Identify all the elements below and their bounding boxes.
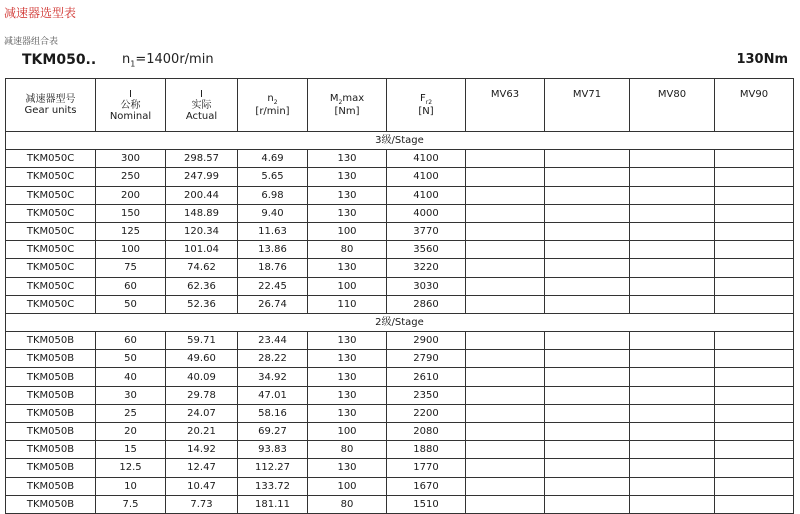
table-row [6, 459, 794, 477]
output-speed-cell: 58.16 [238, 404, 308, 422]
motor-fit-cell [466, 241, 545, 259]
actual-ratio-cell: 62.36 [166, 277, 238, 295]
motor-fit-cell [466, 222, 545, 240]
nominal-ratio-cell: 25 [96, 404, 166, 422]
motor-fit-cell [545, 295, 630, 313]
max-torque-cell: 130 [308, 386, 387, 404]
radial-load-cell: 2900 [387, 332, 466, 350]
motor-fit-cell [630, 368, 715, 386]
motor-fit-cell [715, 150, 794, 168]
motor-fit-cell [545, 404, 630, 422]
header-nominal-cn: 公称 [120, 99, 141, 111]
radial-load-cell: 1880 [387, 441, 466, 459]
motor-fit-cell [545, 368, 630, 386]
motor-fit-cell [545, 204, 630, 222]
m2-subscript: 2 [338, 98, 343, 106]
motor-fit-cell [630, 441, 715, 459]
table-row [6, 350, 794, 368]
motor-fit-cell [715, 241, 794, 259]
model-cell: TKM050B [6, 477, 96, 495]
header-m2max-symbol [308, 93, 386, 107]
nominal-ratio-cell: 125 [96, 222, 166, 240]
motor-fit-cell [466, 495, 545, 513]
header-actual [166, 79, 238, 132]
actual-ratio-cell: 20.21 [166, 423, 238, 441]
motor-fit-cell [466, 459, 545, 477]
header-gear-units-cn: 减速器型号 [25, 94, 76, 105]
n2-subscript: 2 [273, 98, 278, 106]
motor-fit-cell [466, 168, 545, 186]
motor-fit-cell [466, 277, 545, 295]
actual-ratio-cell: 148.89 [166, 204, 238, 222]
actual-ratio-cell: 24.07 [166, 404, 238, 422]
motor-fit-cell [466, 404, 545, 422]
table-row [6, 204, 794, 222]
actual-ratio-cell: 10.47 [166, 477, 238, 495]
motor-fit-cell [630, 459, 715, 477]
actual-ratio-cell: 49.60 [166, 350, 238, 368]
motor-fit-cell [545, 168, 630, 186]
header-mv63: MV63 [466, 79, 545, 132]
nominal-ratio-cell: 15 [96, 441, 166, 459]
output-speed-cell: 34.92 [238, 368, 308, 386]
nominal-ratio-cell: 30 [96, 386, 166, 404]
output-speed-cell: 18.76 [238, 259, 308, 277]
motor-fit-cell [545, 441, 630, 459]
motor-fit-cell [630, 386, 715, 404]
model-cell: TKM050B [6, 441, 96, 459]
nominal-ratio-cell: 40 [96, 368, 166, 386]
actual-ratio-cell: 200.44 [166, 186, 238, 204]
actual-ratio-cell: 12.47 [166, 459, 238, 477]
header-m2max-unit: [Nm] [334, 106, 360, 118]
radial-load-cell: 3030 [387, 277, 466, 295]
table-row [6, 222, 794, 240]
radial-load-cell: 4100 [387, 168, 466, 186]
model-cell: TKM050B [6, 404, 96, 422]
motor-fit-cell [630, 222, 715, 240]
header-actual-cn: 实际 [191, 99, 212, 111]
motor-fit-cell [545, 186, 630, 204]
actual-ratio-cell: 7.73 [166, 495, 238, 513]
motor-fit-cell [715, 277, 794, 295]
motor-fit-cell [466, 423, 545, 441]
model-cell: TKM050B [6, 495, 96, 513]
model-name: TKM050.. [22, 52, 97, 68]
motor-fit-cell [545, 277, 630, 295]
model-cell: TKM050C [6, 222, 96, 240]
nominal-ratio-cell: 10 [96, 477, 166, 495]
motor-fit-cell [630, 241, 715, 259]
motor-fit-cell [466, 259, 545, 277]
output-speed-cell: 181.11 [238, 495, 308, 513]
motor-fit-cell [466, 441, 545, 459]
model-cell: TKM050B [6, 368, 96, 386]
actual-ratio-cell: 247.99 [166, 168, 238, 186]
max-torque-cell: 100 [308, 423, 387, 441]
motor-fit-cell [545, 350, 630, 368]
motor-fit-cell [545, 241, 630, 259]
motor-fit-cell [466, 204, 545, 222]
model-header [22, 52, 788, 72]
motor-fit-cell [630, 332, 715, 350]
nominal-ratio-cell: 60 [96, 332, 166, 350]
model-cell: TKM050B [6, 332, 96, 350]
model-cell: TKM050C [6, 168, 96, 186]
table-row [6, 277, 794, 295]
speed-value: =1400r/min [135, 52, 214, 67]
table-body [6, 132, 794, 514]
model-cell: TKM050B [6, 459, 96, 477]
radial-load-cell: 3220 [387, 259, 466, 277]
motor-fit-cell [630, 423, 715, 441]
radial-load-cell: 4000 [387, 204, 466, 222]
nominal-ratio-cell: 300 [96, 150, 166, 168]
header-fr2-symbol [387, 93, 465, 107]
motor-fit-cell [715, 441, 794, 459]
motor-fit-cell [630, 168, 715, 186]
motor-fit-cell [715, 459, 794, 477]
actual-ratio-cell: 59.71 [166, 332, 238, 350]
table-row [6, 423, 794, 441]
stage-row [6, 132, 794, 150]
radial-load-cell: 4100 [387, 150, 466, 168]
model-cell: TKM050C [6, 150, 96, 168]
radial-load-cell: 2200 [387, 404, 466, 422]
nominal-ratio-cell: 50 [96, 295, 166, 313]
motor-fit-cell [545, 332, 630, 350]
output-speed-cell: 11.63 [238, 222, 308, 240]
nominal-ratio-cell: 150 [96, 204, 166, 222]
table-row [6, 186, 794, 204]
actual-ratio-cell: 120.34 [166, 222, 238, 240]
output-speed-cell: 4.69 [238, 150, 308, 168]
speed-symbol: n [122, 52, 131, 67]
max-torque-cell: 100 [308, 477, 387, 495]
header-mv90: MV90 [715, 79, 794, 132]
motor-fit-cell [630, 277, 715, 295]
actual-ratio-cell: 52.36 [166, 295, 238, 313]
radial-load-cell: 2790 [387, 350, 466, 368]
table-row [6, 150, 794, 168]
motor-fit-cell [545, 259, 630, 277]
output-speed-cell: 133.72 [238, 477, 308, 495]
model-cell: TKM050C [6, 277, 96, 295]
motor-fit-cell [630, 150, 715, 168]
motor-fit-cell [715, 259, 794, 277]
motor-fit-cell [715, 495, 794, 513]
header-actual-en: Actual [185, 110, 218, 122]
n2-letter: n [267, 92, 274, 104]
output-speed-cell: 22.45 [238, 277, 308, 295]
motor-fit-cell [630, 404, 715, 422]
nominal-ratio-cell: 75 [96, 259, 166, 277]
motor-fit-cell [715, 477, 794, 495]
motor-fit-cell [545, 477, 630, 495]
actual-ratio-cell: 29.78 [166, 386, 238, 404]
max-torque-cell: 100 [308, 222, 387, 240]
nominal-ratio-cell: 200 [96, 186, 166, 204]
table-row [6, 495, 794, 513]
radial-load-cell: 2610 [387, 368, 466, 386]
radial-load-cell: 2080 [387, 423, 466, 441]
max-torque-cell: 130 [308, 350, 387, 368]
nominal-ratio-cell: 60 [96, 277, 166, 295]
radial-load-cell: 4100 [387, 186, 466, 204]
model-cell: TKM050C [6, 241, 96, 259]
header-nominal [96, 79, 166, 132]
table-row [6, 168, 794, 186]
max-torque-cell: 130 [308, 368, 387, 386]
model-cell: TKM050C [6, 186, 96, 204]
rated-torque: 130Nm [736, 52, 788, 67]
model-cell: TKM050B [6, 423, 96, 441]
max-torque-cell: 130 [308, 259, 387, 277]
output-speed-cell: 23.44 [238, 332, 308, 350]
header-m2max [308, 79, 387, 132]
header-mv80: MV80 [630, 79, 715, 132]
max-torque-cell: 80 [308, 241, 387, 259]
motor-fit-cell [545, 459, 630, 477]
header-actual-symbol: I [200, 88, 203, 100]
motor-fit-cell [545, 386, 630, 404]
motor-fit-cell [715, 295, 794, 313]
motor-fit-cell [466, 386, 545, 404]
m2-max: max [342, 92, 365, 104]
max-torque-cell: 130 [308, 150, 387, 168]
model-cell: TKM050B [6, 386, 96, 404]
actual-ratio-cell: 74.62 [166, 259, 238, 277]
radial-load-cell: 3560 [387, 241, 466, 259]
output-speed-cell: 69.27 [238, 423, 308, 441]
motor-fit-cell [630, 186, 715, 204]
nominal-ratio-cell: 7.5 [96, 495, 166, 513]
motor-fit-cell [715, 404, 794, 422]
model-cell: TKM050C [6, 259, 96, 277]
motor-fit-cell [466, 477, 545, 495]
table-row [6, 332, 794, 350]
fr2-subscript: r2 [425, 98, 433, 106]
table-row [6, 259, 794, 277]
motor-fit-cell [630, 204, 715, 222]
max-torque-cell: 80 [308, 495, 387, 513]
motor-fit-cell [466, 350, 545, 368]
gear-selection-table [5, 78, 794, 514]
motor-fit-cell [545, 495, 630, 513]
nominal-ratio-cell: 100 [96, 241, 166, 259]
header-n2-unit: [r/min] [255, 106, 290, 118]
motor-fit-cell [715, 204, 794, 222]
actual-ratio-cell: 298.57 [166, 150, 238, 168]
output-speed-cell: 6.98 [238, 186, 308, 204]
nominal-ratio-cell: 50 [96, 350, 166, 368]
actual-ratio-cell: 101.04 [166, 241, 238, 259]
header-n2-symbol [238, 93, 307, 107]
motor-fit-cell [715, 168, 794, 186]
model-cell: TKM050B [6, 350, 96, 368]
motor-fit-cell [545, 222, 630, 240]
radial-load-cell: 2860 [387, 295, 466, 313]
m2-letter: M [329, 92, 339, 104]
header-n2 [238, 79, 308, 132]
radial-load-cell: 3770 [387, 222, 466, 240]
header-nominal-symbol: I [129, 88, 132, 100]
motor-fit-cell [466, 186, 545, 204]
motor-fit-cell [466, 150, 545, 168]
max-torque-cell: 130 [308, 168, 387, 186]
motor-fit-cell [466, 368, 545, 386]
actual-ratio-cell: 40.09 [166, 368, 238, 386]
input-speed [122, 52, 214, 69]
output-speed-cell: 9.40 [238, 204, 308, 222]
max-torque-cell: 130 [308, 404, 387, 422]
output-speed-cell: 47.01 [238, 386, 308, 404]
max-torque-cell: 130 [308, 332, 387, 350]
table-subtitle: 减速器组合表 [4, 37, 59, 47]
motor-fit-cell [545, 150, 630, 168]
output-speed-cell: 112.27 [238, 459, 308, 477]
header-mv71: MV71 [545, 79, 630, 132]
motor-fit-cell [715, 350, 794, 368]
stage-label: 2级/Stage [6, 313, 794, 331]
model-cell: TKM050C [6, 295, 96, 313]
table-row [6, 241, 794, 259]
speed-subscript: 1 [130, 59, 136, 69]
header-fr2 [387, 79, 466, 132]
motor-fit-cell [715, 186, 794, 204]
table-row [6, 368, 794, 386]
motor-fit-cell [715, 386, 794, 404]
stage-label: 3级/Stage [6, 132, 794, 150]
actual-ratio-cell: 14.92 [166, 441, 238, 459]
max-torque-cell: 110 [308, 295, 387, 313]
table-row [6, 295, 794, 313]
nominal-ratio-cell: 12.5 [96, 459, 166, 477]
motor-fit-cell [466, 332, 545, 350]
table-row [6, 441, 794, 459]
motor-fit-cell [715, 423, 794, 441]
table-row [6, 404, 794, 422]
max-torque-cell: 130 [308, 459, 387, 477]
motor-fit-cell [715, 368, 794, 386]
header-fr2-unit: [N] [418, 106, 434, 118]
nominal-ratio-cell: 20 [96, 423, 166, 441]
motor-fit-cell [630, 350, 715, 368]
model-cell: TKM050C [6, 204, 96, 222]
motor-fit-cell [715, 222, 794, 240]
max-torque-cell: 130 [308, 204, 387, 222]
max-torque-cell: 100 [308, 277, 387, 295]
stage-row [6, 313, 794, 331]
motor-fit-cell [630, 477, 715, 495]
table-row [6, 477, 794, 495]
motor-fit-cell [630, 259, 715, 277]
radial-load-cell: 1770 [387, 459, 466, 477]
radial-load-cell: 1510 [387, 495, 466, 513]
output-speed-cell: 13.86 [238, 241, 308, 259]
header-nominal-en: Nominal [109, 110, 152, 122]
radial-load-cell: 2350 [387, 386, 466, 404]
output-speed-cell: 26.74 [238, 295, 308, 313]
header-gear-units [6, 79, 96, 132]
max-torque-cell: 130 [308, 186, 387, 204]
max-torque-cell: 80 [308, 441, 387, 459]
header-gear-units-en: Gear units [24, 105, 77, 116]
fr2-letter: F [419, 92, 426, 104]
table-row [6, 386, 794, 404]
output-speed-cell: 5.65 [238, 168, 308, 186]
nominal-ratio-cell: 250 [96, 168, 166, 186]
output-speed-cell: 28.22 [238, 350, 308, 368]
motor-fit-cell [630, 295, 715, 313]
motor-fit-cell [466, 295, 545, 313]
output-speed-cell: 93.83 [238, 441, 308, 459]
motor-fit-cell [545, 423, 630, 441]
radial-load-cell: 1670 [387, 477, 466, 495]
page-title: 减速器选型表 [4, 6, 77, 20]
table-header-row [6, 79, 794, 132]
motor-fit-cell [715, 332, 794, 350]
motor-fit-cell [630, 495, 715, 513]
